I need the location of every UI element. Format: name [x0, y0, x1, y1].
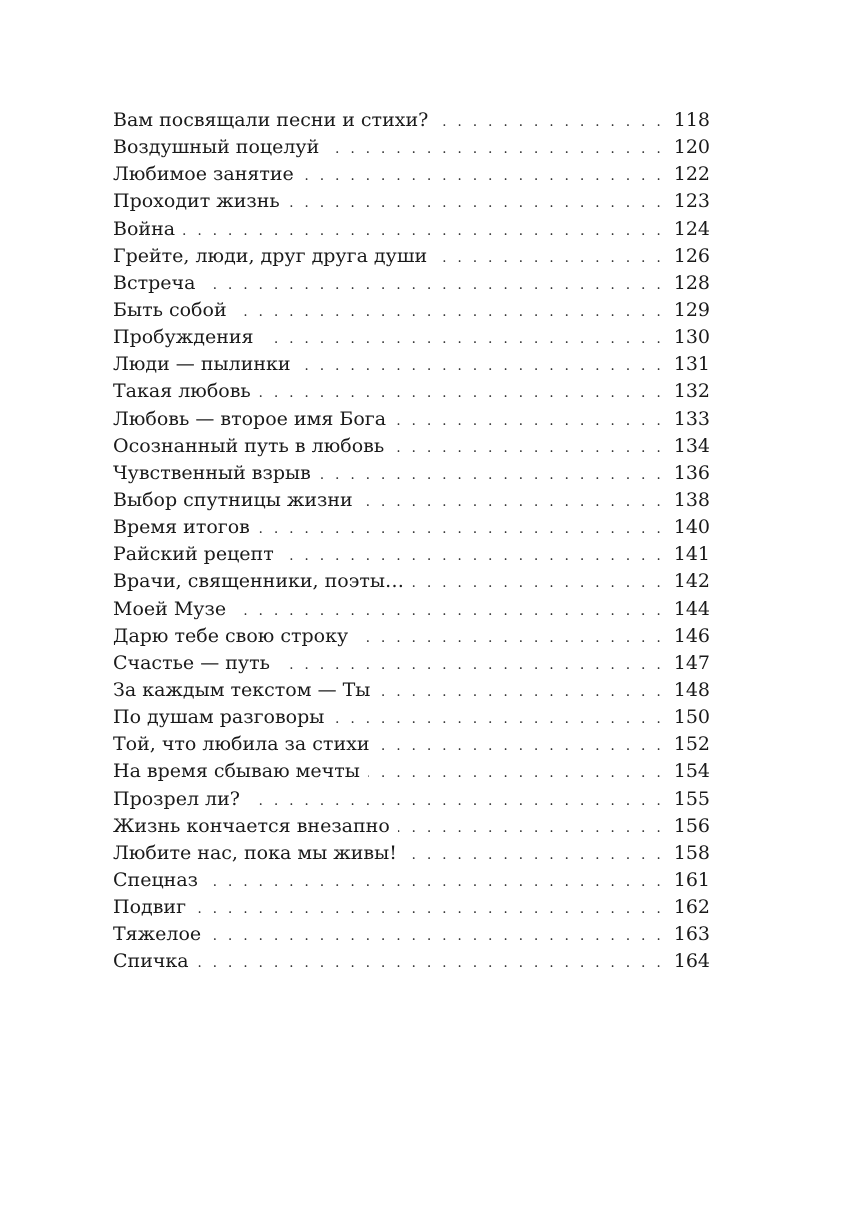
- toc-entry: [113, 894, 710, 921]
- table-of-contents: [113, 107, 710, 976]
- toc-entry-page-number: 133: [673, 407, 710, 430]
- dot-leader: [394, 408, 664, 435]
- dot-leader: [412, 570, 664, 597]
- toc-entry-page-number: 138: [673, 488, 710, 511]
- toc-entry-page-number: 142: [673, 570, 710, 593]
- dot-leader: [302, 163, 664, 190]
- toc-entry: [113, 786, 710, 813]
- toc-entry-title: Любимое занятие: [113, 163, 294, 186]
- toc-entry-title: Счастье — путь: [113, 651, 270, 674]
- dot-leader: [288, 190, 664, 217]
- toc-entry-title: Война: [113, 217, 176, 240]
- toc-entry: [113, 677, 710, 704]
- toc-entry-title: Подвиг: [113, 896, 187, 919]
- toc-entry-title: Осознанный путь в любовь: [113, 434, 385, 457]
- dot-leader: [332, 706, 664, 733]
- toc-entry: [113, 188, 710, 215]
- toc-entry: [113, 541, 710, 568]
- toc-entry-title: Выбор спутницы жизни: [113, 488, 353, 511]
- dot-leader: [436, 109, 664, 136]
- toc-entry-title: Жизнь кончается внезапно: [113, 814, 390, 837]
- toc-entry-page-number: 136: [673, 461, 710, 484]
- toc-entry-page-number: 124: [673, 217, 710, 240]
- toc-entry-title: Врачи, священники, поэты…: [113, 570, 404, 593]
- toc-entry-page-number: 163: [673, 923, 710, 946]
- toc-entry: [113, 623, 710, 650]
- dot-leader: [361, 489, 664, 516]
- toc-entry-title: Такая любовь: [113, 380, 251, 403]
- toc-entry-title: Проходит жизнь: [113, 190, 280, 213]
- dot-leader: [392, 435, 664, 462]
- toc-entry-page-number: 130: [673, 326, 710, 349]
- dot-leader: [299, 353, 664, 380]
- toc-entry-title: Быть собой: [113, 298, 227, 321]
- toc-entry-page-number: 131: [673, 353, 710, 376]
- toc-entry-page-number: 144: [673, 597, 710, 620]
- dot-leader: [435, 245, 664, 272]
- toc-entry-title: Тяжелое: [113, 923, 202, 946]
- toc-entry: [113, 921, 710, 948]
- toc-entry-page-number: 156: [673, 814, 710, 837]
- dot-leader: [258, 516, 664, 543]
- dot-leader: [405, 842, 664, 869]
- toc-entry: [113, 731, 710, 758]
- dot-leader: [378, 679, 664, 706]
- toc-entry: [113, 514, 710, 541]
- dot-leader: [278, 652, 664, 679]
- toc-entry-title: Райский рецепт: [113, 543, 274, 566]
- toc-entry-page-number: 150: [673, 706, 710, 729]
- toc-entry-title: Любовь — второе имя Бога: [113, 407, 387, 430]
- toc-entry-page-number: 129: [673, 298, 710, 321]
- dot-leader: [206, 869, 664, 896]
- toc-entry: [113, 758, 710, 785]
- dot-leader: [368, 760, 664, 787]
- toc-entry-title: Пробуждения: [113, 326, 254, 349]
- toc-entry: [113, 406, 710, 433]
- dot-leader: [248, 788, 664, 815]
- dot-leader: [377, 733, 664, 760]
- toc-entry: [113, 433, 710, 460]
- toc-entry: [113, 243, 710, 270]
- toc-entry-page-number: 134: [673, 434, 710, 457]
- toc-entry: [113, 948, 710, 975]
- dot-leader: [282, 543, 664, 570]
- toc-entry: [113, 487, 710, 514]
- toc-entry: [113, 107, 710, 134]
- toc-entry: [113, 568, 710, 595]
- toc-entry-title: Люди — пылинки: [113, 353, 291, 376]
- dot-leader: [398, 815, 664, 842]
- toc-entry-title: Прозрел ли?: [113, 787, 240, 810]
- toc-entry-page-number: 161: [673, 868, 710, 891]
- dot-leader: [356, 625, 664, 652]
- toc-entry-title: На время сбываю мечты: [113, 760, 360, 783]
- toc-entry-title: Воздушный поцелуй: [113, 136, 320, 159]
- toc-entry-page-number: 118: [673, 109, 710, 131]
- toc-entry-page-number: 152: [673, 733, 710, 756]
- toc-entry-title: По душам разговоры: [113, 706, 325, 729]
- dot-leader: [319, 462, 664, 489]
- toc-entry-page-number: 141: [673, 543, 710, 566]
- toc-entry-page-number: 126: [673, 244, 710, 267]
- toc-entry-page-number: 132: [673, 380, 710, 403]
- toc-entry-page-number: 120: [673, 136, 710, 159]
- toc-entry: [113, 840, 710, 867]
- toc-entry: [113, 351, 710, 378]
- dot-leader: [235, 299, 664, 326]
- toc-entry-title: Чувственный взрыв: [113, 461, 311, 484]
- toc-entry: [113, 378, 710, 405]
- toc-entry-title: Любите нас, пока мы живы!: [113, 841, 397, 864]
- toc-entry: [113, 216, 710, 243]
- toc-entry-title: Спецназ: [113, 868, 199, 891]
- dot-leader: [209, 923, 664, 950]
- toc-entry-page-number: 128: [673, 271, 710, 294]
- toc-entry: [113, 704, 710, 731]
- toc-entry: [113, 596, 710, 623]
- toc-entry-title: Спичка: [113, 950, 189, 973]
- dot-leader: [203, 272, 664, 299]
- toc-entry-title: Грейте, люди, друг друга души: [113, 244, 428, 267]
- toc-entry: [113, 867, 710, 894]
- toc-entry-page-number: 148: [673, 678, 710, 701]
- toc-entry-page-number: 154: [673, 760, 710, 783]
- toc-entry-page-number: 147: [673, 651, 710, 674]
- dot-leader: [197, 950, 664, 977]
- toc-entry-page-number: 140: [673, 516, 710, 539]
- toc-entry: [113, 460, 710, 487]
- toc-entry-page-number: 123: [673, 190, 710, 213]
- toc-entry-title: Встреча: [113, 271, 196, 294]
- toc-entry: [113, 813, 710, 840]
- toc-entry: [113, 297, 710, 324]
- dot-leader: [194, 896, 664, 923]
- dot-leader: [234, 598, 664, 625]
- toc-entry-title: Время итогов: [113, 516, 250, 539]
- toc-entry: [113, 324, 710, 351]
- toc-entry-page-number: 162: [673, 896, 710, 919]
- toc-entry-page-number: 158: [673, 841, 710, 864]
- toc-entry-title: Моей Музе: [113, 597, 227, 620]
- toc-entry-title: Вам посвящали песни и стихи?: [113, 109, 429, 131]
- dot-leader: [327, 136, 664, 163]
- toc-entry-page-number: 155: [673, 787, 710, 810]
- toc-entry-title: Той, что любила за стихи: [113, 733, 370, 756]
- toc-entry-title: За каждым текстом — Ты: [113, 678, 371, 701]
- toc-entry-page-number: 146: [673, 624, 710, 647]
- toc-entry: [113, 650, 710, 677]
- toc-entry-title: Дарю тебе свою строку: [113, 624, 349, 647]
- dot-leader: [262, 326, 664, 353]
- dot-leader: [259, 380, 664, 407]
- toc-entry-page-number: 164: [673, 950, 710, 973]
- toc-entry: [113, 134, 710, 161]
- toc-entry: [113, 161, 710, 188]
- dot-leader: [183, 218, 664, 245]
- toc-entry: [113, 270, 710, 297]
- toc-entry-page-number: 122: [673, 163, 710, 186]
